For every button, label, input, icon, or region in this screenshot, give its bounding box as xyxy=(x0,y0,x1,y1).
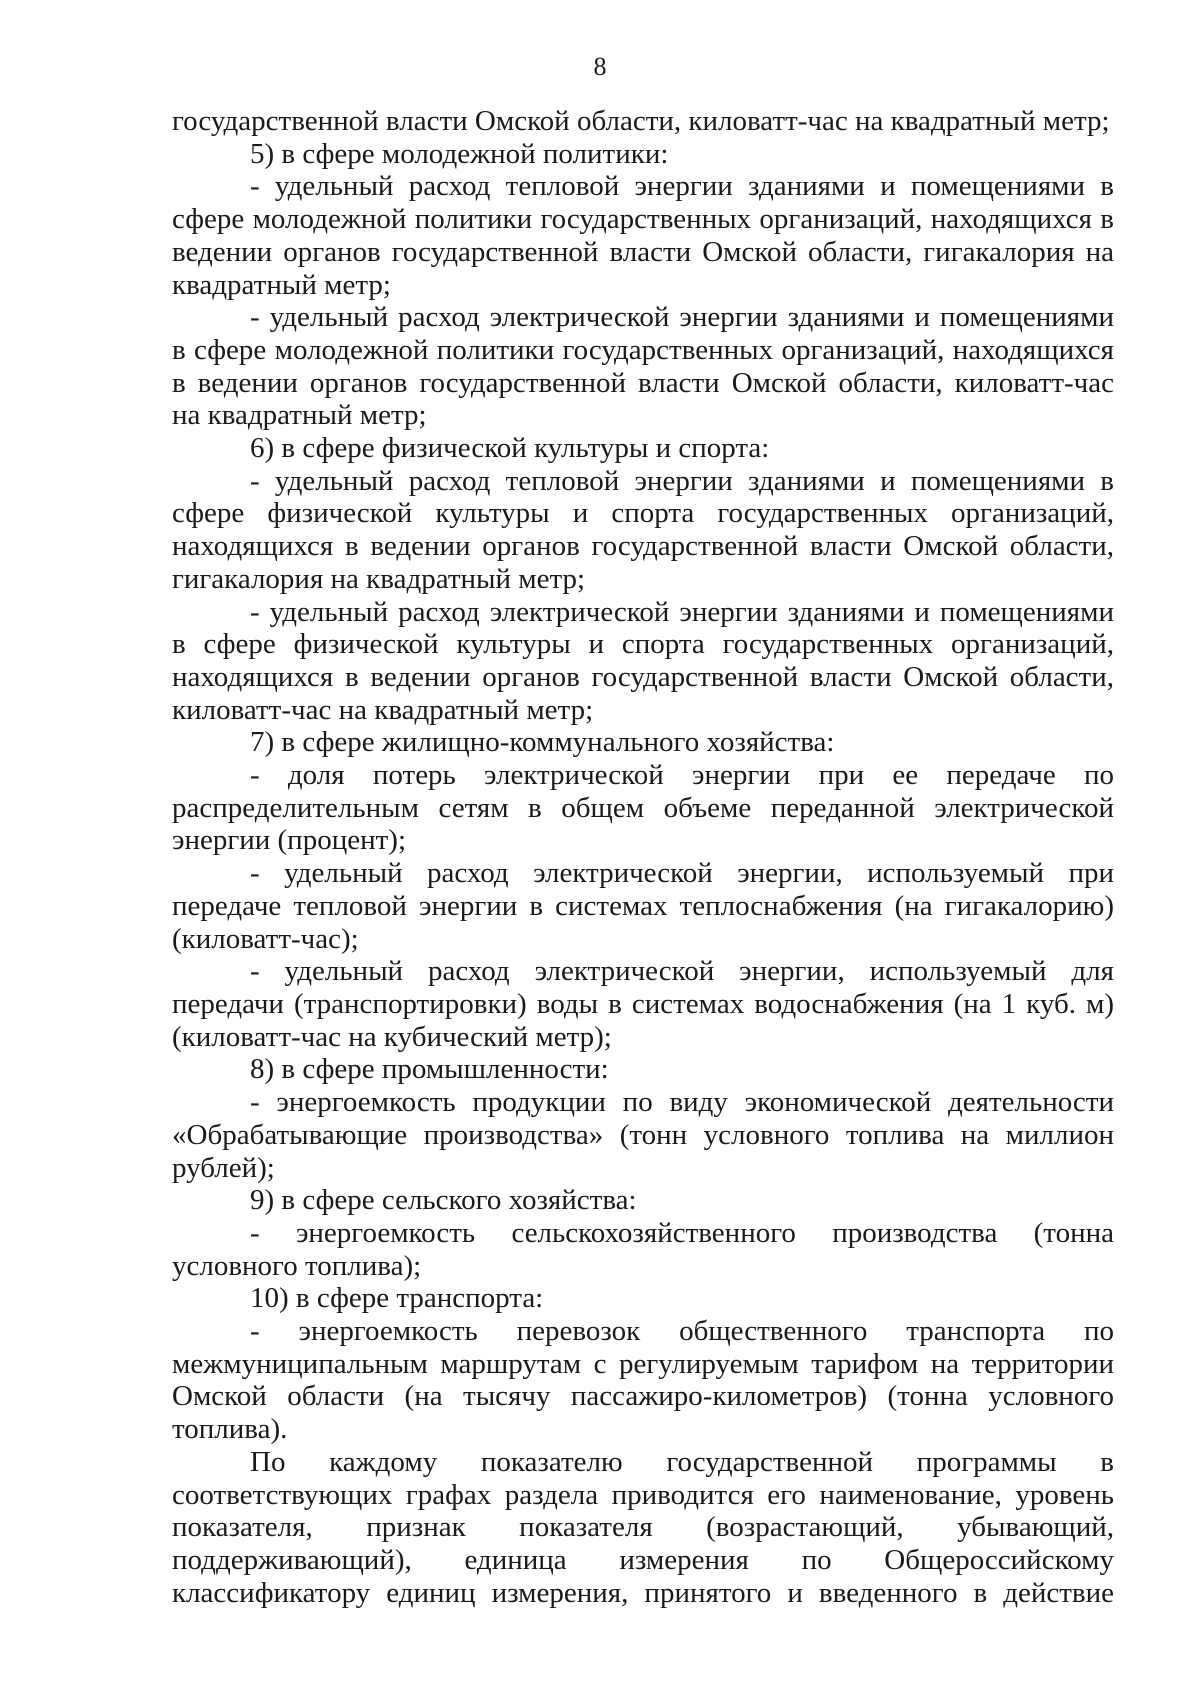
section-heading-agriculture: 9) в сфере сельского хозяйства: xyxy=(250,1184,637,1217)
list-item: - удельный расход электрической энергии, используемый для передачи (транспортировки) воды в системах водоснабжения (на 1 куб. м) (киловатт-час на кубический метр); xyxy=(172,955,1114,1053)
list-item: - удельный расход тепловой энергии зданиями и помещениями в сфере молодежной политики государственных организаций, находящихся в ведении органов государственной власти Омской области, гигакалория на квадратный метр; xyxy=(172,170,1114,301)
list-item: - энергоемкость перевозок общественного транспорта по межмуниципальным маршрутам с регулируемым тарифом на территории Омской области (на тысячу пассажиро-километров) (тонна условного топлива). xyxy=(172,1315,1114,1446)
list-item: - удельный расход электрической энергии зданиями и помещениями в сфере физической культуры и спорта государственных организаций, находящихся в ведении органов государственной власти Омской области, киловатт-час на квадратный метр; xyxy=(172,595,1114,726)
page-number: 8 xyxy=(593,52,607,81)
section-heading-sports: 6) в сфере физической культуры и спорта: xyxy=(250,432,770,465)
list-item: - энергоемкость продукции по виду экономической деятельности «Обрабатывающие производства» (тонн условного топлива на миллион рублей); xyxy=(172,1086,1114,1184)
list-item: - удельный расход электрической энергии зданиями и помещениями в сфере молодежной политики государственных организаций, находящихся в ведении органов государственной власти Омской области, киловатт-час на квадратный метр; xyxy=(172,301,1114,432)
section-heading-industry: 8) в сфере промышленности: xyxy=(250,1053,609,1086)
section-heading-transport: 10) в сфере транспорта: xyxy=(250,1282,544,1315)
body-text xyxy=(172,105,1114,1609)
section-heading-youth-policy: 5) в сфере молодежной политики: xyxy=(250,137,669,170)
list-item: - удельный расход электрической энергии, используемый при передаче тепловой энергии в системах теплоснабжения (на гигакалорию) (киловатт-час); xyxy=(172,857,1114,955)
list-item: - энергоемкость сельскохозяйственного производства (тонна условного топлива); xyxy=(172,1216,1114,1282)
section-heading-housing: 7) в сфере жилищно-коммунального хозяйства: xyxy=(250,726,835,759)
list-item: - удельный расход тепловой энергии зданиями и помещениями в сфере физической культуры и спорта государственных организаций, находящихся в ведении органов государственной власти Омской области, гигакалория на квадратный метр; xyxy=(172,464,1114,595)
paragraph-indicators: По каждому показателю государственной программы в соответствующих графах раздела приводится его наименование, уровень показателя, признак показателя (возрастающий, убывающий, поддерживающий), единица измерения по Общероссийскому классификатору единиц измерения, принятого и введенного в действие xyxy=(172,1445,1114,1609)
list-item: - доля потерь электрической энергии при ее передаче по распределительным сетям в общем объеме переданной электрической энергии (процент); xyxy=(172,759,1114,857)
paragraph-continuation: государственной власти Омской области, киловатт-час на квадратный метр; xyxy=(172,105,1110,137)
